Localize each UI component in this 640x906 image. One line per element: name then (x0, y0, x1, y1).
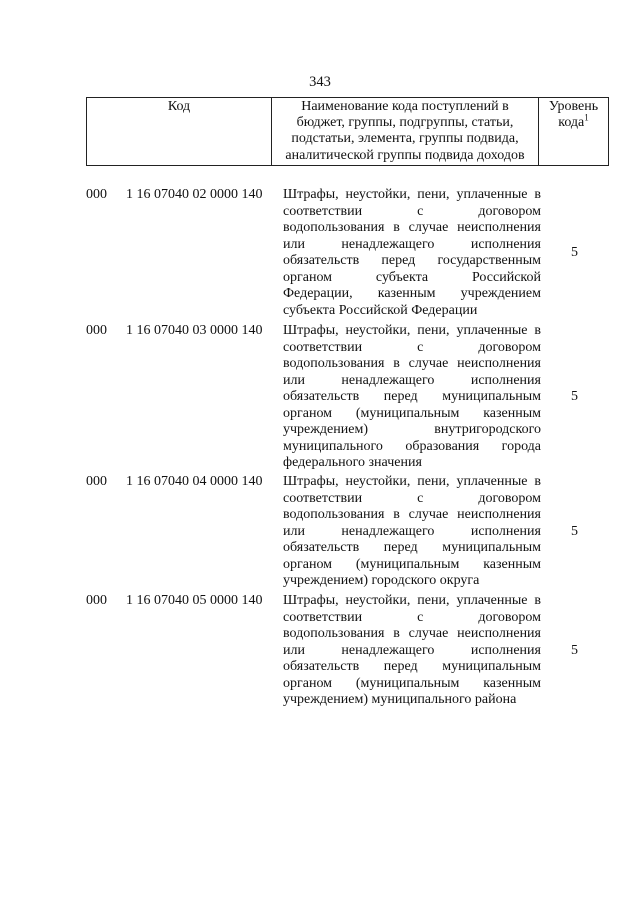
code-level: 5 (571, 245, 578, 260)
header-name-line: бюджет, группы, подгруппы, статьи, (296, 115, 514, 131)
description-line: учреждением) муниципального района (283, 692, 517, 707)
header-name-line: Наименование кода поступлений в (301, 99, 509, 114)
revenue-description (283, 593, 541, 709)
description-line: учреждением) городского округа (283, 573, 480, 588)
revenue-code: 1 16 07040 05 0000 140 (126, 593, 263, 608)
description-line: Штрафы, неустойки, пени, уплаченные в (283, 323, 541, 338)
description-line: или ненадлежащего исполнения (283, 523, 541, 539)
description-line: Штрафы, неустойки, пени, уплаченные в (283, 593, 541, 608)
footnote-marker: 1 (584, 112, 589, 123)
description-line: муниципального образования города (283, 438, 541, 454)
description-line: или ненадлежащего исполнения (283, 236, 541, 252)
description-line: или ненадлежащего исполнения (283, 372, 541, 388)
header-name-line: подстатьи, элемента, группы подвида, (291, 131, 519, 147)
admin-code: 000 (86, 474, 107, 489)
admin-code: 000 (86, 593, 107, 608)
description-line: соответствии с договором (283, 609, 541, 625)
description-line: Штрафы, неустойки, пени, уплаченные в (283, 187, 541, 202)
description-line: водопользования в случае неисполнения (283, 507, 541, 522)
description-line: обязательств перед муниципальным (283, 389, 541, 404)
description-line: Штрафы, неустойки, пени, уплаченные в (283, 474, 541, 489)
description-line: соответствии с договором (283, 203, 541, 219)
table-header (86, 97, 609, 166)
description-line: субъекта Российской Федерации (283, 302, 478, 318)
description-line: обязательств перед муниципальным (283, 540, 541, 555)
description-line: федерального значения (283, 455, 422, 470)
description-line: соответствии с договором (283, 490, 541, 506)
admin-code: 000 (86, 187, 107, 202)
header-name-cell (272, 98, 539, 166)
description-line: органом (муниципальным казенным (283, 675, 541, 691)
description-line: учреждением) внутригородского (283, 422, 541, 437)
header-level-cell (539, 98, 609, 166)
revenue-description (283, 323, 541, 472)
description-line: водопользования в случае неисполнения (283, 626, 541, 641)
revenue-code: 1 16 07040 03 0000 140 (126, 323, 263, 338)
description-line: или ненадлежащего исполнения (283, 642, 541, 658)
description-line: Федерации, казенным учреждением (283, 286, 541, 301)
description-line: обязательств перед муниципальным (283, 659, 541, 674)
code-level: 5 (571, 389, 578, 404)
code-level: 5 (571, 643, 578, 658)
description-line: органом субъекта Российской (283, 269, 541, 285)
description-line: органом (муниципальным казенным (283, 405, 541, 421)
header-level-line2: кода (558, 115, 585, 131)
header-code-label: Код (167, 99, 191, 114)
description-line: соответствии с договором (283, 339, 541, 355)
revenue-description (283, 187, 541, 319)
revenue-description (283, 474, 541, 590)
revenue-code: 1 16 07040 02 0000 140 (126, 187, 263, 202)
page-number: 343 (309, 74, 331, 90)
revenue-code: 1 16 07040 04 0000 140 (126, 474, 263, 489)
description-line: водопользования в случае неисполнения (283, 356, 541, 371)
description-line: обязательств перед государственным (283, 253, 541, 268)
admin-code: 000 (86, 323, 107, 338)
header-name-line: аналитической группы подвида доходов (285, 147, 525, 163)
header-level-line1: Уровень (548, 99, 599, 114)
header-code-cell (87, 98, 272, 166)
code-level: 5 (571, 524, 578, 539)
description-line: органом (муниципальным казенным (283, 556, 541, 572)
description-line: водопользования в случае неисполнения (283, 220, 541, 235)
